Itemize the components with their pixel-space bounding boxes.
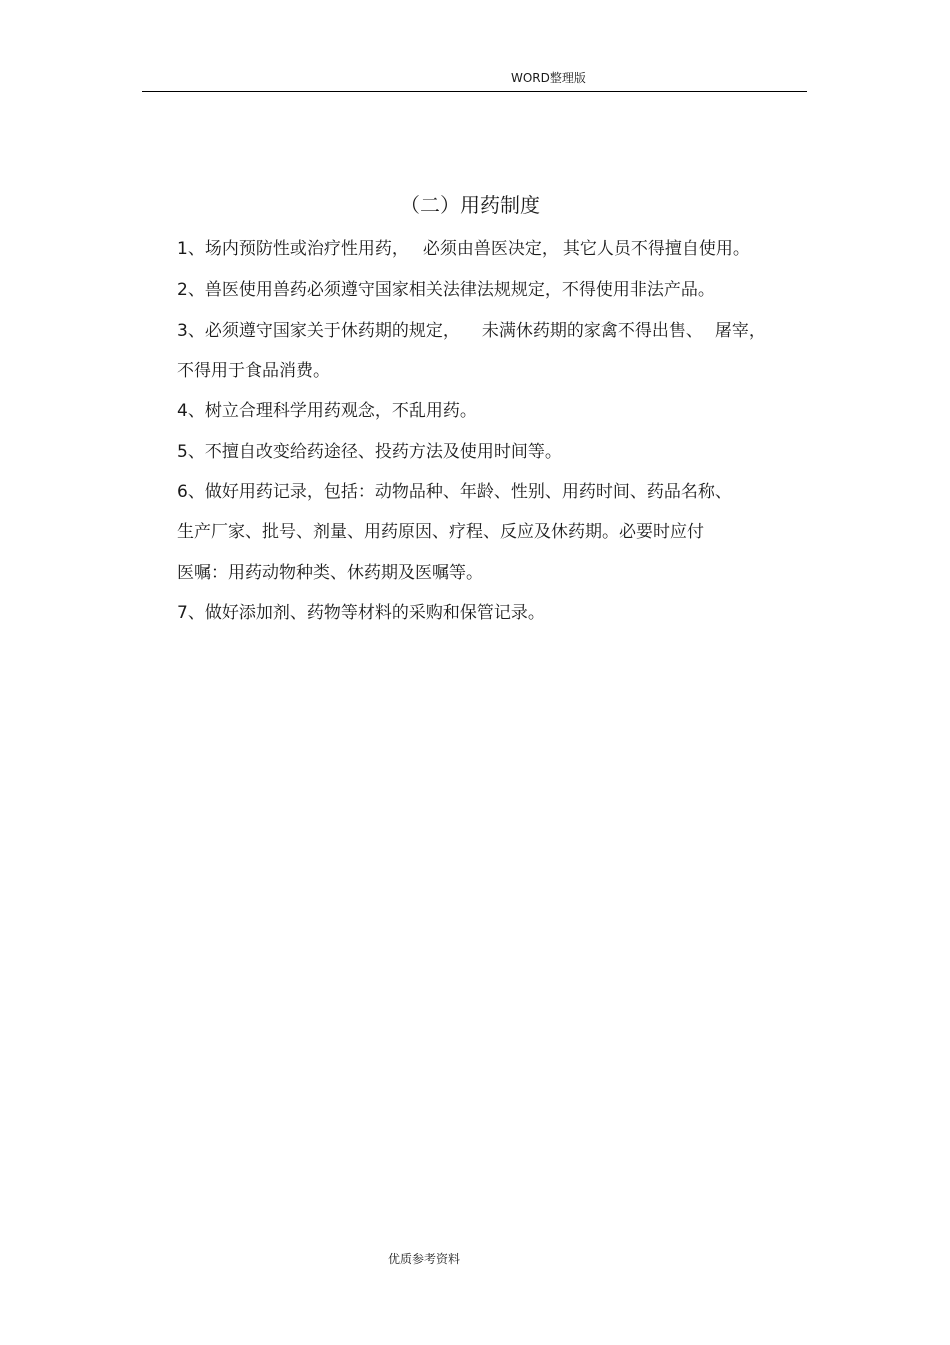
paragraph-line-6 <box>177 441 562 463</box>
line-4-text: 不得用于食品消费。 <box>177 361 330 381</box>
section-title: （二）用药制度 <box>400 193 540 217</box>
line-7-text: 6、做好用药记录，包括：动物品种、年龄、性别、用药时间、药品名称、 <box>177 482 732 502</box>
header-divider <box>142 91 807 92</box>
line-2-text: 2、兽医使用兽药必须遵守国家相关法律法规规定，不得使用非法产品。 <box>177 280 715 300</box>
line-8-text: 生产厂家、批号、剂量、用药原因、疗程、反应及休药期。必要时应付 <box>177 522 704 542</box>
line-1-part-c: 其它人员不得擅自使用。 <box>562 239 750 259</box>
line-3-part-c: 屠宰， <box>714 321 766 341</box>
line-9-text: 医嘱：用药动物种类、休药期及医嘱等。 <box>177 563 483 583</box>
line-1-part-a: 1、场内预防性或治疗性用药， <box>177 239 409 259</box>
line-10-text: 7、做好添加剂、药物等材料的采购和保管记录。 <box>177 603 545 623</box>
paragraph-line-4 <box>177 360 330 382</box>
paragraph-line-10 <box>177 602 545 624</box>
line-6-text: 5、不擅自改变给药途径、投药方法及使用时间等。 <box>177 442 562 462</box>
paragraph-line-9 <box>177 562 483 584</box>
paragraph-line-1 <box>177 238 750 260</box>
line-5-text: 4、树立合理科学用药观念，不乱用药。 <box>177 401 477 421</box>
page-footer-label: 优质参考资料 <box>388 1252 461 1266</box>
line-3-part-a: 3、必须遵守国家关于休药期的规定， <box>177 321 460 341</box>
paragraph-line-8 <box>177 521 704 543</box>
paragraph-line-5 <box>177 400 477 422</box>
line-1-part-b: 必须由兽医决定， <box>422 239 559 259</box>
page-header-label: WORD整理版 <box>511 71 586 85</box>
paragraph-line-2 <box>177 279 715 301</box>
paragraph-line-3 <box>177 320 766 342</box>
line-3-part-b: 未满休药期的家禽不得出售、 <box>481 321 703 341</box>
paragraph-line-7 <box>177 481 732 503</box>
